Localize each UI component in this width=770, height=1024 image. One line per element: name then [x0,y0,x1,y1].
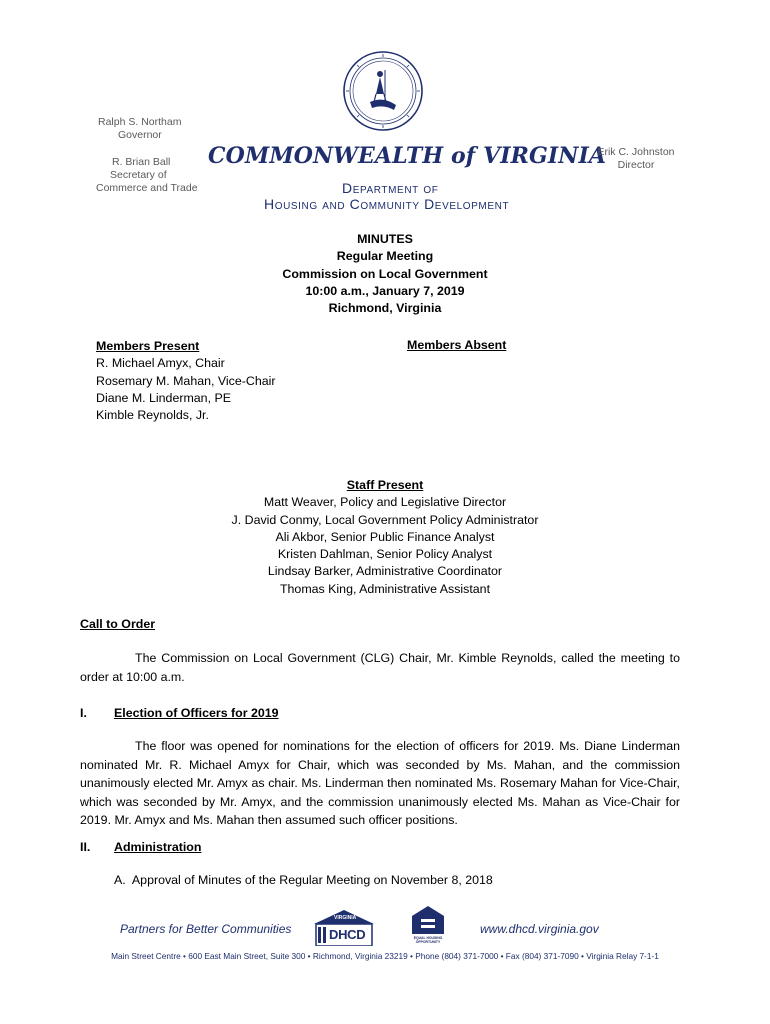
left-officials [96,116,198,195]
title-line5: Richmond, Virginia [328,301,442,316]
members-present [96,338,276,424]
director-name: Erik C. Johnston [597,146,675,158]
secretary-name: R. Brian Ball [112,156,171,168]
staff-item: Matt Weaver, Policy and Legislative Director [263,495,507,510]
section1-heading: Election of Officers for 2019 [114,706,279,720]
virginia-state-seal-icon [342,50,424,132]
staff-item: Ali Akbor, Senior Public Finance Analyst [275,529,495,544]
section2-heading: Administration [114,840,202,854]
title-line1: MINUTES [357,232,413,246]
title-line2: Regular Meeting [336,249,434,264]
dhcd-logo-top: VIRGINIA [334,915,357,921]
member-item: Diane M. Linderman, PE [96,390,231,405]
footer-address: Main Street Centre • 600 East Main Street, Suite 300 • Richmond, Virginia 23219 • Phone (804) 371-7000 • Fax (804) 371-7090 • Virginia Relay 7-1-1 [111,951,659,961]
members-present-heading: Members Present [96,339,200,353]
section1-text: The floor was opened for nominations for the election of officers for 2019. Ms. Diane Linderman nominated Mr. R. Michael Amyx for Chair, which was seconded by Ms. Mahan, and the commission unanimously elected Mr. Amyx as chair. Ms. Linderman then nominated Ms. Rosemary Mahan for Vice-Chair, which was seconded by Mr. Amyx, and the commission unanimously elected Ms. Mahan as Vice-Chair for 2019. Mr. Amyx and Ms. Mahan then assumed such officer positions. [80,739,680,828]
title-line3: Commission on Local Government [282,266,488,281]
staff-item: Thomas King, Administrative Assistant [279,581,491,596]
dhcd-logo-text: DHCD [329,927,366,942]
eho-text: EQUAL HOUSING OPPORTUNITY [413,936,443,944]
call-to-order-text: The Commission on Local Government (CLG) Chair, Mr. Kimble Reynolds, called the meeting to order at 10:00 a.m. [80,651,680,684]
director-title: Director [617,159,655,171]
section1-number: I. [80,706,87,720]
title-line4: 10:00 a.m., January 7, 2019 [305,283,465,298]
call-to-order-heading: Call to Order [80,617,156,631]
staff-item: J. David Conmy, Local Government Policy Administrator [231,512,539,527]
right-officials [584,146,688,172]
members-absent-heading: Members Absent [407,338,507,352]
staff-present-heading: Staff Present [346,478,424,492]
department-line2: Housing and Community Development [264,196,510,212]
staff-present [0,477,770,598]
staff-item: Lindsay Barker, Administrative Coordinator [267,564,503,579]
governor-name: Ralph S. Northam [98,116,182,128]
member-item: Rosemary M. Mahan, Vice-Chair [96,373,276,388]
equal-housing-opportunity-icon [408,904,448,944]
website-link[interactable]: www.dhcd.virginia.gov [480,922,599,936]
minutes-title-block [0,231,770,317]
department-line1: Department of [342,180,439,196]
secretary-title-line1: Secretary of [110,169,167,181]
staff-item: Kristen Dahlman, Senior Policy Analyst [277,547,493,562]
section2-item-a: A. Approval of Minutes of the Regular Meeting on November 8, 2018 [114,873,493,887]
member-item: R. Michael Amyx, Chair [96,356,225,371]
section2-number: II. [80,840,91,854]
member-item: Kimble Reynolds, Jr. [96,408,209,423]
commonwealth-heading: COMMONWEALTH of VIRGINIA [208,143,607,169]
partners-tagline: Partners for Better Communities [120,922,292,936]
governor-title: Governor [118,129,162,141]
dhcd-logo-icon [312,906,376,946]
secretary-title-line2: Commerce and Trade [96,182,198,194]
